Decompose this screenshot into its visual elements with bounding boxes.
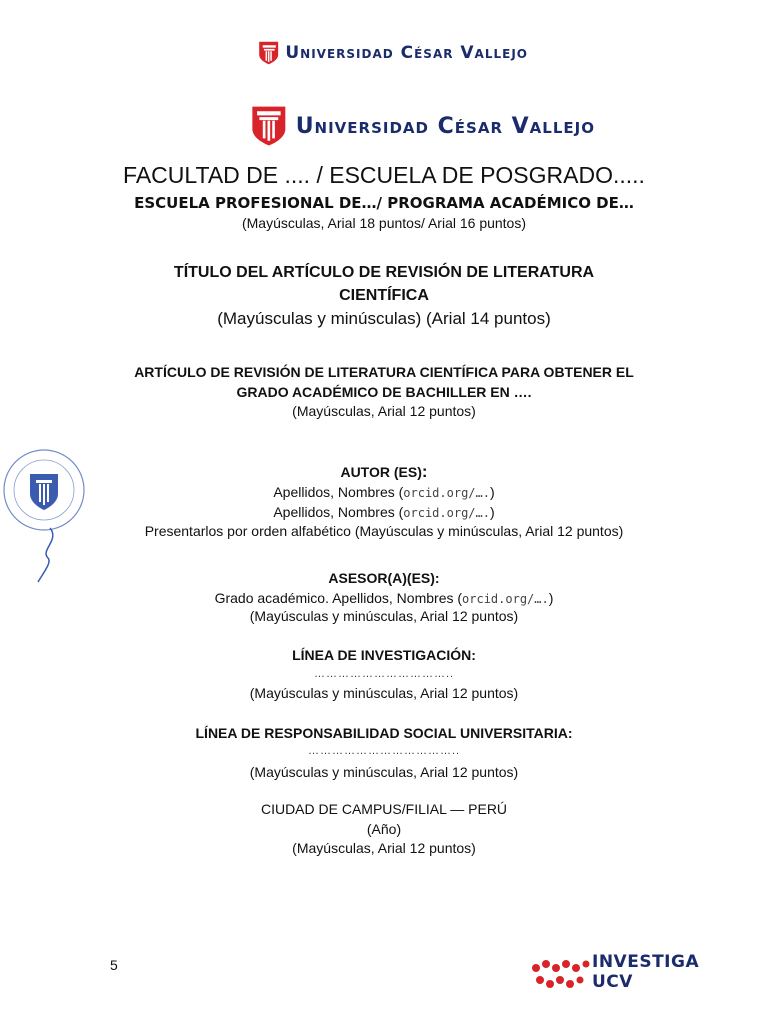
year-format-note: (Mayúsculas, Arial 12 puntos) [292,840,476,856]
author2-orcid: orcid.org/…. [403,506,490,520]
author-line-1 [0,484,768,500]
advisor-orcid: orcid.org/…. [462,592,549,606]
author2-name: Apellidos, Nombres ( [273,504,404,520]
ucv-shield-icon [258,32,279,74]
article-title-line1: TÍTULO DEL ARTÍCULO DE REVISIÓN DE LITERATURA [173,264,595,281]
author1-name: Apellidos, Nombres ( [273,484,404,500]
authors-heading [0,462,768,482]
advisor-name: Grado académico. Apellidos, Nombres ( [214,590,463,606]
ucv-shield-large-icon [250,89,288,163]
investiga-text: INVESTIGA [592,952,700,972]
social-line-format-note: (Mayúsculas y minúsculas, Arial 12 puntos) [249,764,519,780]
ucv-text: UCV [592,972,633,992]
social-line-placeholder: ……………………………….. [307,745,461,757]
authors-heading-colon: : [421,462,428,481]
author1-close: ) [489,484,495,500]
school-format-note: (Mayúsculas, Arial 18 puntos/ Arial 16 puntos) [241,215,527,231]
social-line-heading: LÍNEA DE RESPONSABILIDAD SOCIAL UNIVERSITARIA: [195,725,573,741]
investiga-ucv-logo [530,952,705,994]
advisors-heading: ASESOR(A)(ES): [328,570,440,586]
research-line-placeholder: …………………………….. [313,668,455,680]
author2-close: ) [489,504,495,520]
article-type-line2: GRADO ACADÉMICO DE BACHILLER EN …. [236,384,532,400]
page-number: 5 [110,957,118,973]
ucv-logo-large-text: Universidad César Vallejo [295,113,595,139]
author1-orcid: orcid.org/…. [403,486,490,500]
article-title-line2: CIENTÍFICA [339,287,429,304]
article-type-line1: ARTÍCULO DE REVISIÓN DE LITERATURA CIENTÍFICA PARA OBTENER EL [134,364,634,380]
advisors-format-note: (Mayúsculas y minúsculas, Arial 12 puntos) [249,608,519,624]
article-format-note: (Mayúsculas, Arial 12 puntos) [292,403,476,419]
ucv-logo-large [250,88,595,164]
author-line-2 [0,504,768,520]
title-format-note: (Mayúsculas y minúsculas) (Arial 14 puntos) [217,309,551,328]
ucv-logo-small-text: Universidad César Vallejo [285,43,528,63]
authors-format-note: Presentarlos por orden alfabético (Mayúsculas y minúsculas, Arial 12 puntos) [144,523,624,539]
faculty-heading: FACULTAD DE .... / ESCUELA DE POSGRADO..... [123,162,645,188]
school-heading: ESCUELA PROFESIONAL DE…/ PROGRAMA ACADÉMICO DE… [134,194,634,212]
research-line-format-note: (Mayúsculas y minúsculas, Arial 12 puntos) [249,685,519,701]
research-line-heading: LÍNEA DE INVESTIGACIÓN: [292,647,476,663]
ucv-logo-small [258,30,528,76]
advisor-close: ) [548,590,554,606]
campus-city: CIUDAD DE CAMPUS/FILIAL — PERÚ [260,801,508,817]
authors-heading-text: AUTOR (ES) [340,464,422,480]
advisor-line [0,590,768,606]
dna-chain-icon [530,956,590,992]
year-placeholder: (Año) [366,821,402,837]
